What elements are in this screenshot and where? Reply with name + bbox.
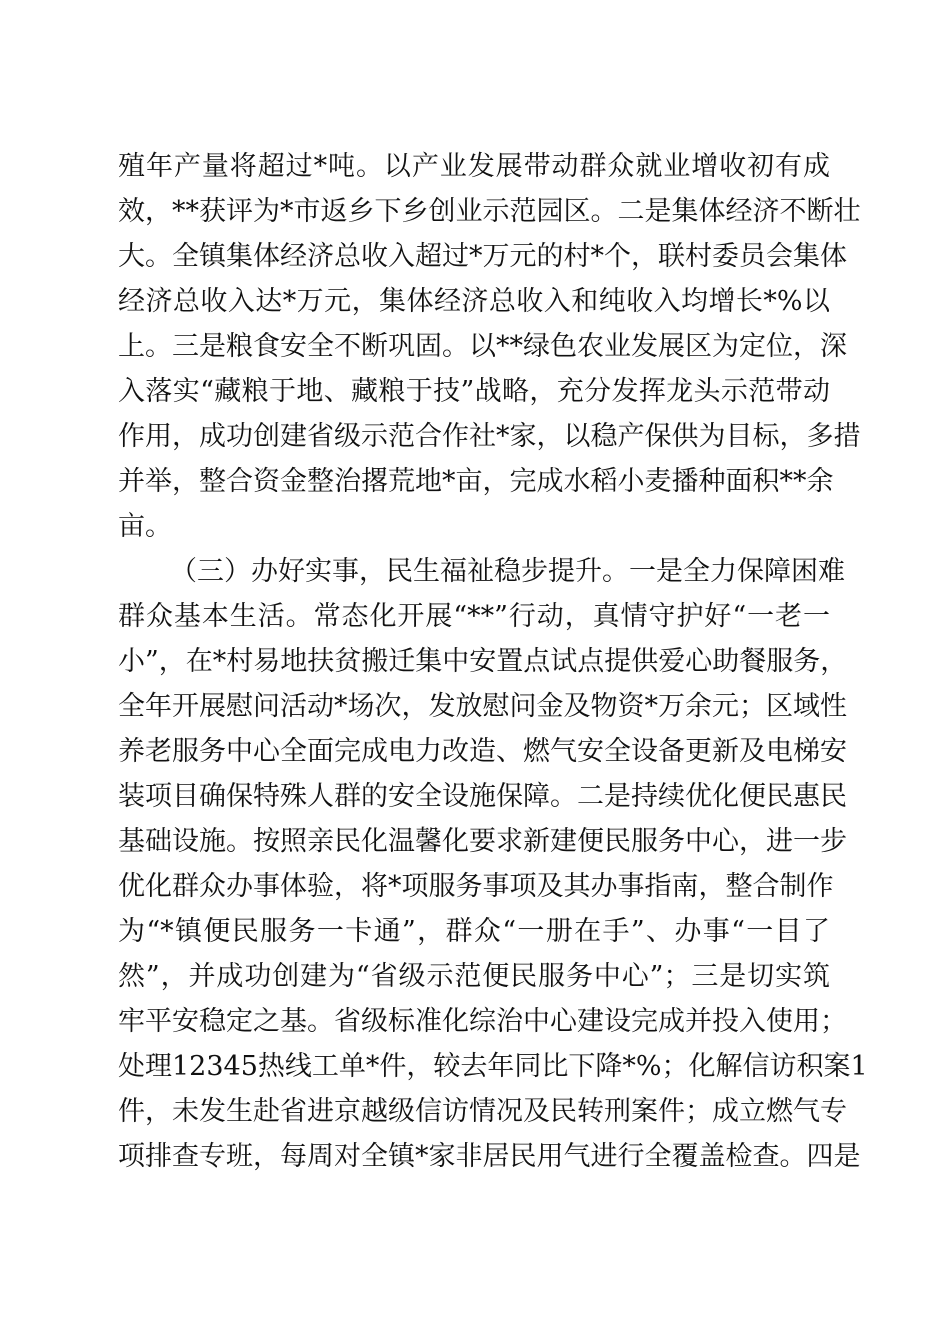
body-text-line: 大。全镇集体经济总收入超过*万元的村*个，联村委员会集体 <box>118 241 847 272</box>
body-text-line: 牢平安稳定之基。省级标准化综治中心建设完成并投入使用； <box>118 1006 847 1037</box>
body-text-line: 群众基本生活。常态化开展“**”行动，真情守护好“一老一 <box>118 601 830 632</box>
body-text-line: 作用，成功创建省级示范合作社*家，以稳产保供为目标，多措 <box>118 421 861 452</box>
section-heading-line: （三）办好实事，民生福祉稳步提升。一是全力保障困难 <box>170 556 845 587</box>
body-text-line: 小”，在*村易地扶贫搬迁集中安置点试点提供爱心助餐服务， <box>118 646 848 677</box>
body-text-line: 基础设施。按照亲民化温馨化要求新建便民服务中心，进一步 <box>118 826 847 857</box>
body-text-line: 全年开展慰问活动*场次，发放慰问金及物资*万余元；区域性 <box>118 691 847 722</box>
body-text-line: 入落实“藏粮于地、藏粮于技”战略，充分发挥龙头示范带动 <box>118 376 830 407</box>
body-text-line: 效，**获评为*市返乡下乡创业示范园区。二是集体经济不断壮 <box>118 196 861 227</box>
body-text-line: 并举，整合资金整治撂荒地*亩，完成水稻小麦播种面积**余 <box>118 466 834 497</box>
body-text-line: 优化群众办事体验，将*项服务事项及其办事指南，整合制作 <box>118 871 834 902</box>
body-text-line: 养老服务中心全面完成电力改造、燃气安全设备更新及电梯安 <box>118 736 847 767</box>
body-text-line: 处理12345热线工单*件，较去年同比下降*%；化解信访积案1 <box>118 1051 868 1082</box>
body-text-line: 然”，并成功创建为“省级示范便民服务中心”；三是切实筑 <box>118 961 830 992</box>
body-text-line: 装项目确保特殊人群的安全设施保障。二是持续优化便民惠民 <box>118 781 847 812</box>
body-text-line: 经济总收入达*万元，集体经济总收入和纯收入均增长*%以 <box>118 286 830 317</box>
body-text-line: 上。三是粮食安全不断巩固。以**绿色农业发展区为定位，深 <box>118 331 847 362</box>
body-text-line: 亩。 <box>118 511 172 542</box>
body-text-line: 为“*镇便民服务一卡通”，群众“一册在手”、办事“一目了 <box>118 916 830 947</box>
body-text-line: 件，未发生赴省进京越级信访情况及民转刑案件；成立燃气专 <box>118 1096 847 1127</box>
body-text-line: 项排查专班，每周对全镇*家非居民用气进行全覆盖检查。四是 <box>118 1141 861 1172</box>
body-text-line: 殖年产量将超过*吨。以产业发展带动群众就业增收初有成 <box>118 151 830 182</box>
